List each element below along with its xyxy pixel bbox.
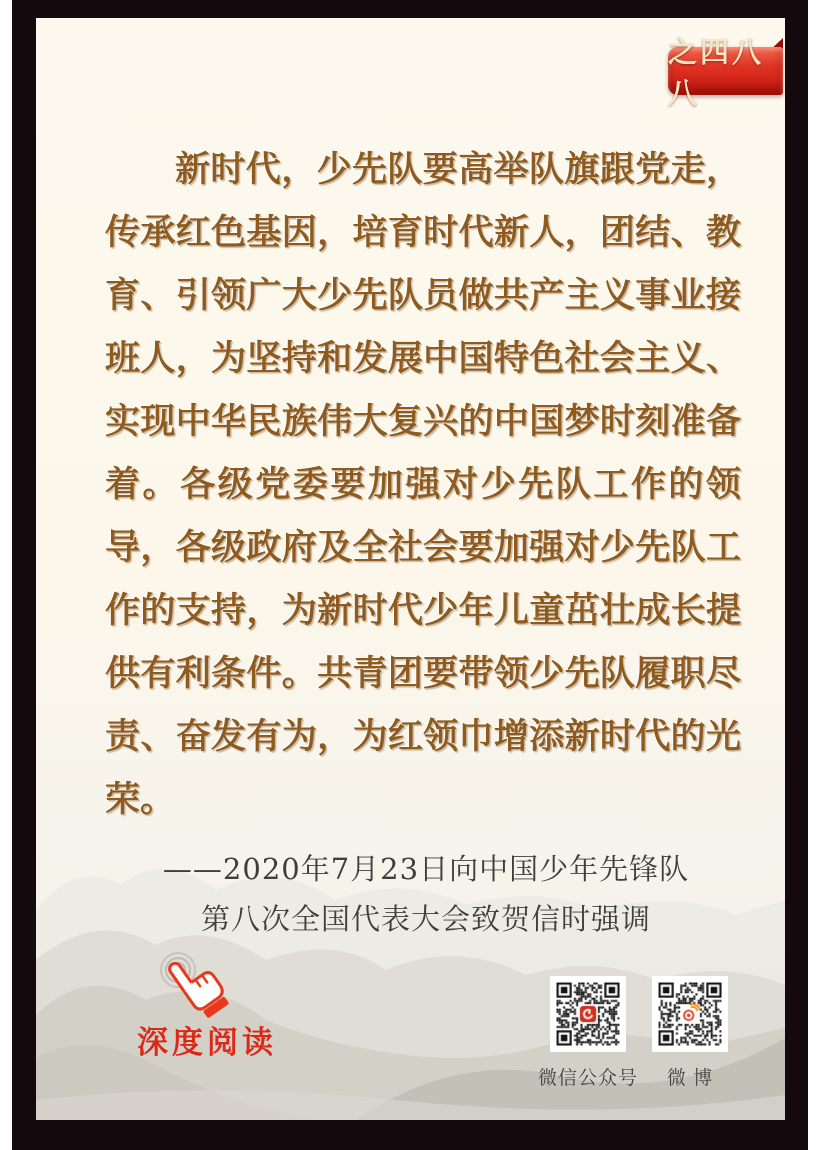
- attribution-line-2: 第八次全国代表大会致贺信时强调: [200, 902, 651, 936]
- card-content: [36, 18, 785, 1120]
- wechat-qr-code[interactable]: [550, 976, 626, 1052]
- quote-line: 供有利条件。共青团要带领少先队履职尽: [105, 654, 741, 693]
- weibo-qr-item: [632, 976, 748, 1090]
- quote-line: 导，各级政府及全社会要加强对少先队工: [105, 528, 741, 567]
- quote-text: [105, 138, 741, 831]
- quote-line: 荣。: [105, 780, 176, 819]
- weibo-qr-code[interactable]: [652, 976, 728, 1052]
- quote-line: 责、奋发有为，为红领巾增添新时代的光: [105, 717, 741, 756]
- quote-line: 作的支持，为新时代少年儿童茁壮成长提: [105, 591, 741, 630]
- quote-line: 育、引领广大少先队员做共产主义事业接: [105, 276, 741, 315]
- weibo-qr-label: 微 博: [666, 1068, 714, 1089]
- attribution: [96, 844, 756, 944]
- quote-line: 实现中华民族伟大复兴的中国梦时刻准备: [105, 402, 741, 441]
- deep-read-label: 深度阅读: [137, 1025, 277, 1061]
- ribbon-badge-label: 之四八八: [668, 47, 783, 95]
- tap-hand-icon: [156, 950, 232, 1022]
- quote-line: 新时代，少先队要高举队旗跟党走，: [175, 150, 741, 189]
- wechat-qr-label: 微信公众号: [537, 1068, 638, 1089]
- quote-line: 传承红色基因，培育时代新人，团结、教: [105, 213, 741, 252]
- wechat-qr-item: [530, 976, 646, 1090]
- attribution-line-1: ——2020年7月23日向中国少年先锋队: [162, 852, 690, 886]
- quote-line: 着。各级党委要加强对少先队工作的领: [105, 465, 741, 504]
- deep-read-button[interactable]: [122, 950, 292, 1062]
- ribbon-badge: [668, 37, 783, 110]
- quote-line: 班人，为坚持和发展中国特色社会主义、: [105, 339, 741, 378]
